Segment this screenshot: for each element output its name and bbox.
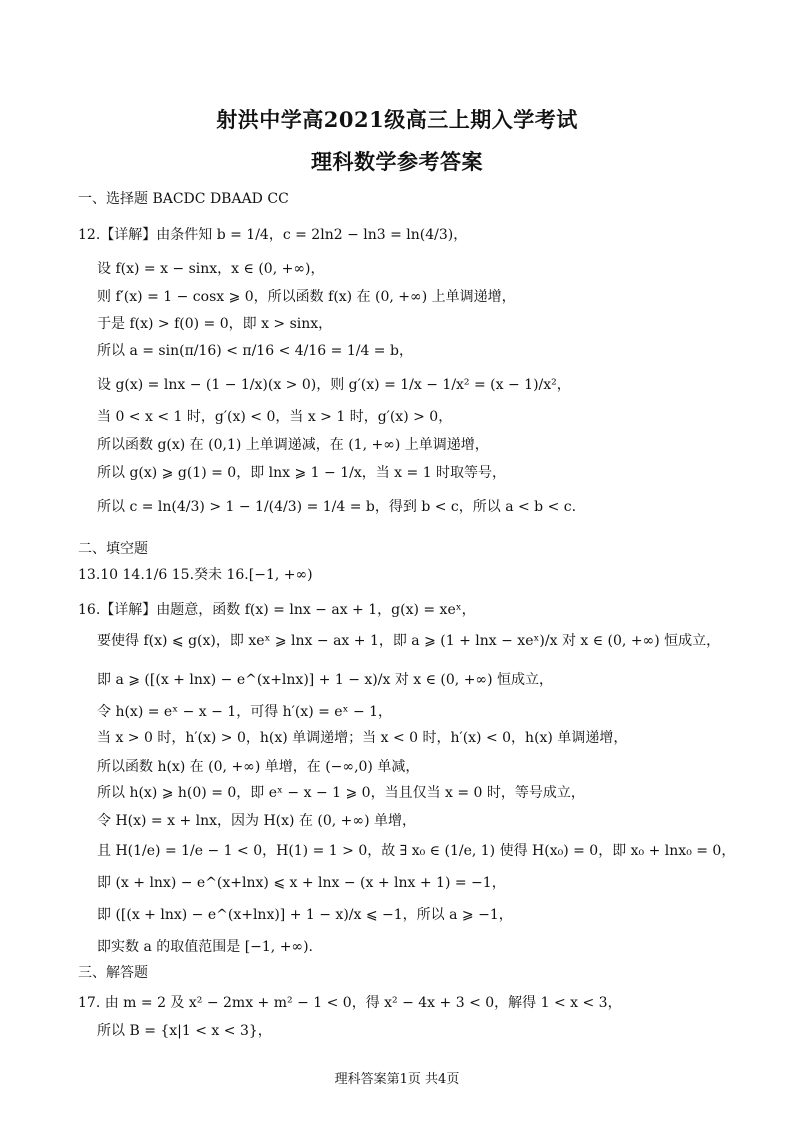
text-line <box>0 902 794 928</box>
text-line-content: 令 h(x) = eˣ − x − 1，可得 h′(x) = eˣ − 1， <box>97 704 393 720</box>
text-line-content: 且 H(1/e) = 1/e − 1 < 0，H(1) = 1 > 0，故 ∃ x₀ ∈ (1/e, 1) 使得 H(x₀) = 0，即 x₀ + lnx₀ = 0， <box>97 843 736 859</box>
text-line-content: 所以函数 g(x) 在 (0,1) 上单调递减，在 (1, +∞) 上单调递增， <box>97 437 489 453</box>
text-line <box>0 256 794 282</box>
text-line-content: 当 0 < x < 1 时，g′(x) < 0，当 x > 1 时，g′(x) > 0， <box>97 409 453 425</box>
text-line-content: 则 f′(x) = 1 − cosx ⩾ 0，所以函数 f(x) 在 (0, +∞) 上单调递增， <box>97 289 516 305</box>
text-line <box>0 725 794 751</box>
text-line-content: 要使得 f(x) ⩽ g(x)，即 xeˣ ⩾ lnx − ax + 1，即 a ⩾ (1 + lnx − xeˣ)/x 对 x ∈ (0, +∞) 恒成立， <box>97 633 721 649</box>
text-line <box>0 494 794 520</box>
text-line <box>0 780 794 806</box>
text-line-content: 17. 由 m = 2 及 x² − 2mx + m² − 1 < 0，得 x² − 4x + 3 < 0，解得 1 < x < 3， <box>78 995 622 1011</box>
text-line <box>0 404 794 430</box>
text-line <box>0 699 794 725</box>
text-line <box>0 597 794 623</box>
text-line-content: 所以 h(x) ⩾ h(0) = 0，即 eˣ − x − 1 ⩾ 0，当且仅当 x = 0 时，等号成立， <box>97 785 585 801</box>
text-line-content: 所以 g(x) ⩾ g(1) = 0，即 lnx ⩾ 1 − 1/x，当 x = 1 时取等号， <box>97 465 507 481</box>
text-line <box>0 808 794 834</box>
text-line <box>0 186 794 212</box>
text-line-content: 即实数 a 的取值范围是 [−1, +∞). <box>97 939 314 955</box>
text-line-content: 即 ([(x + lnx) − e^(x+lnx)] + 1 − x)/x ⩽ −1，所以 a ⩾ −1， <box>97 907 513 923</box>
text-line-content: 设 g(x) = lnx − (1 − 1/x)(x > 0)，则 g′(x) = 1/x − 1/x² = (x − 1)/x²， <box>97 377 571 393</box>
text-line <box>0 934 794 960</box>
text-line-content: 所以 a = sin(π/16) < π/16 < 4/16 = 1/4 = b， <box>97 343 413 359</box>
text-line <box>0 960 794 986</box>
text-line-content: 所以 c = ln(4/3) > 1 − 1/(4/3) = 1/4 = b，得到 b < c，所以 a < b < c. <box>97 499 577 515</box>
text-line <box>0 870 794 896</box>
text-line <box>0 460 794 486</box>
text-line <box>0 562 794 588</box>
page-footer: 理科答案第1页 共4页 <box>334 1072 460 1087</box>
text-line-content: 于是 f(x) > f(0) = 0，即 x > sinx， <box>97 316 333 332</box>
text-line-content: 设 f(x) = x − sinx，x ∈ (0, +∞)， <box>97 261 325 277</box>
text-line-content: 即 (x + lnx) − e^(x+lnx) ⩽ x + lnx − (x + lnx + 1) = −1， <box>97 875 506 891</box>
text-line <box>0 667 794 693</box>
text-line <box>0 311 794 337</box>
text-line-content: 二、填空题 <box>78 541 148 557</box>
text-line-content: 13.10 14.1/6 15.癸未 16.[−1, +∞) <box>78 567 313 583</box>
text-line-content: 三、解答题 <box>78 965 148 981</box>
text-line <box>0 372 794 398</box>
text-line-content: 16.【详解】由题意，函数 f(x) = lnx − ax + 1，g(x) = xeˣ， <box>78 602 476 618</box>
page-title: 射洪中学高2021级高三上期入学考试 <box>216 107 578 132</box>
text-line <box>0 990 794 1016</box>
text-line-content: 所以函数 h(x) 在 (0, +∞) 单增，在 (−∞,0) 单减， <box>97 759 420 775</box>
text-line <box>0 838 794 864</box>
text-line-content: 令 H(x) = x + lnx，因为 H(x) 在 (0, +∞) 单增， <box>97 813 416 829</box>
text-line <box>0 628 794 654</box>
text-line <box>0 432 794 458</box>
text-line <box>0 754 794 780</box>
text-line <box>0 284 794 310</box>
text-line <box>0 338 794 364</box>
text-line-content: 一、选择题 BACDC DBAAD CC <box>78 191 289 207</box>
page-subtitle: 理科数学参考答案 <box>311 149 483 174</box>
text-line <box>0 536 794 562</box>
text-line-content: 即 a ⩾ ([(x + lnx) − e^(x+lnx)] + 1 − x)/x 对 x ∈ (0, +∞) 恒成立， <box>97 672 554 688</box>
text-line-content: 所以 B = {x|1 < x < 3}， <box>97 1023 272 1039</box>
text-line-content: 12.【详解】由条件知 b = 1/4，c = 2ln2 − ln3 = ln(4/3)， <box>78 227 468 243</box>
text-line-content: 当 x > 0 时，h′(x) > 0，h(x) 单调递增；当 x < 0 时，h′(x) < 0，h(x) 单调递增， <box>97 730 628 746</box>
text-line <box>0 222 794 248</box>
text-line <box>0 1018 794 1044</box>
